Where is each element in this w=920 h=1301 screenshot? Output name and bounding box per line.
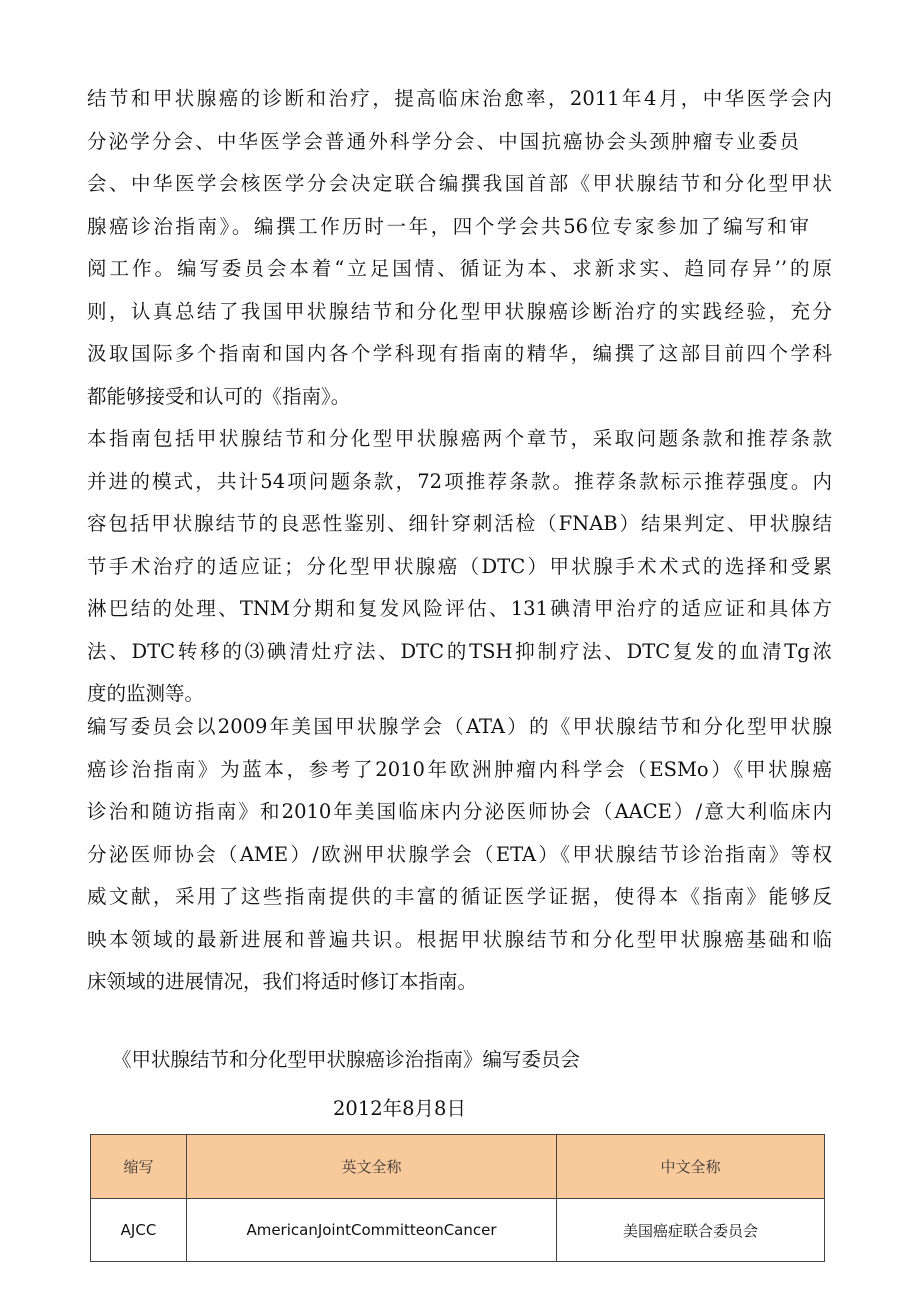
header-chinese-name: 中文全称 bbox=[557, 1135, 825, 1199]
text-line: 度的监测等。 bbox=[87, 682, 205, 705]
text-line: 阅工作。编写委员会本着“立足国情、循证为本、求新求实、趋同存异’’的原 bbox=[87, 257, 832, 280]
text-line: 结节和甲状腺癌的诊断和治疗，提高临床治愈率，2011年4月，中华医学会内 bbox=[87, 87, 832, 110]
text-line: 编写委员会以2009年美国甲状腺学会（ATA）的《甲状腺结节和分化型甲状腺 bbox=[87, 715, 832, 738]
paragraph-guideline-background bbox=[87, 78, 832, 418]
table-header-row bbox=[91, 1135, 825, 1199]
text-line: 威文献，采用了这些指南提供的丰富的循证医学证据，使得本《指南》能够反 bbox=[87, 885, 832, 908]
text-line: 本指南包括甲状腺结节和分化型甲状腺癌两个章节，采取问题条款和推荐条款 bbox=[87, 427, 832, 450]
header-abbreviation: 缩写 bbox=[91, 1135, 187, 1199]
table-row bbox=[91, 1199, 825, 1262]
text-line: 并进的模式，共计54项问题条款，72项推荐条款。推荐条款标示推荐强度。内 bbox=[87, 469, 832, 493]
text-line: 映本领域的最新进展和普遍共识。根据甲状腺结节和分化型甲状腺癌基础和临 bbox=[87, 927, 832, 951]
text-line: 淋巴结的处理、TNM分期和复发风险评估、131碘清甲治疗的适应证和具体方 bbox=[87, 597, 832, 620]
text-line: 容包括甲状腺结节的良恶性鉴别、细针穿刺活检（FNAB）结果判定、甲状腺结 bbox=[87, 512, 832, 535]
cell-english-name: AmericanJointCommitteonCancer bbox=[187, 1199, 557, 1262]
cell-abbreviation: AJCC bbox=[91, 1199, 187, 1262]
text-line: 腺癌诊治指南》。编撰工作历时一年，四个学会共56位专家参加了编写和审 bbox=[87, 214, 809, 238]
text-line: 会、中华医学会核医学分会决定联合编撰我国首部《甲状腺结节和分化型甲状 bbox=[87, 172, 832, 195]
signature-date: 2012年8月8日 bbox=[333, 1097, 466, 1120]
paragraph-guideline-content bbox=[87, 418, 832, 716]
header-english-name: 英文全称 bbox=[187, 1135, 557, 1199]
text-line: 诊治和随访指南》和2010年美国临床内分泌医师协会（AACE）/意大利临床内 bbox=[87, 800, 832, 823]
cell-chinese-name: 美国癌症联合委员会 bbox=[557, 1199, 825, 1262]
paragraph-guideline-references bbox=[87, 706, 832, 1004]
text-line: 分泌医师协会（AME）/欧洲甲状腺学会（ETA）《甲状腺结节诊治指南》等权 bbox=[87, 842, 832, 866]
text-line: 床领域的进展情况，我们将适时修订本指南。 bbox=[87, 970, 478, 993]
text-line: 分泌学分会、中华医学会普通外科学分会、中国抗癌协会头颈肿瘤专业委员 bbox=[87, 129, 799, 153]
text-line: 都能够接受和认可的《指南》。 bbox=[87, 384, 351, 408]
text-line: 癌诊治指南》为蓝本，参考了2010年欧洲肿瘤内科学会（ESMo）《甲状腺癌 bbox=[87, 757, 832, 781]
text-line: 节手术治疗的适应证；分化型甲状腺癌（DTC）甲状腺手术术式的选择和受累 bbox=[87, 554, 832, 578]
text-line: 汲取国际多个指南和国内各个学科现有指南的精华，编撰了这部目前四个学科 bbox=[87, 342, 832, 365]
committee-signature: 《甲状腺结节和分化型甲状腺癌诊治指南》编写委员会 bbox=[112, 1048, 581, 1071]
text-line: 法、DTC转移的⑶碘清灶疗法、DTC的TSH抑制疗法、DTC复发的血清Tg浓 bbox=[87, 639, 832, 663]
abbreviation-table bbox=[90, 1134, 825, 1262]
text-line: 则，认真总结了我国甲状腺结节和分化型甲状腺癌诊断治疗的实践经验，充分 bbox=[87, 299, 832, 323]
